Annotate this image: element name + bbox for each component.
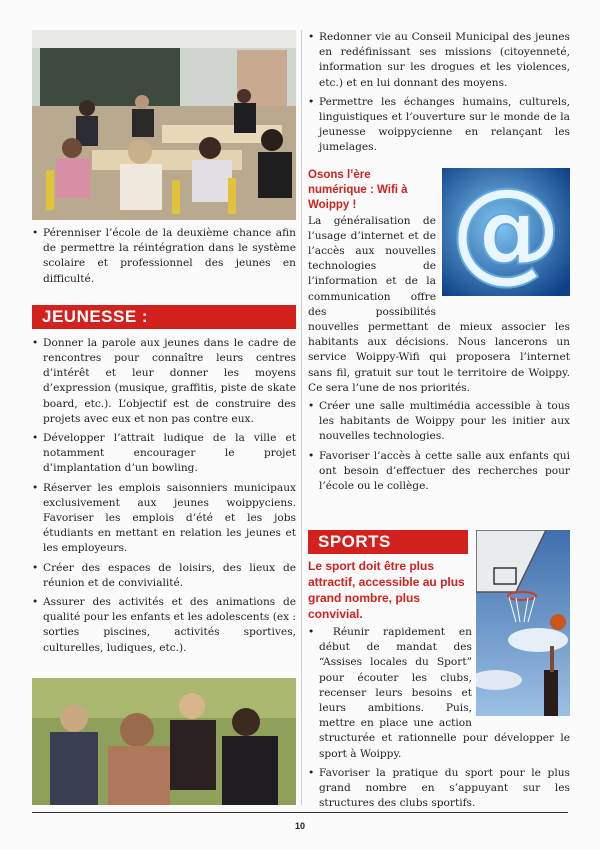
jeunesse-list	[32, 336, 296, 656]
left-column	[32, 30, 296, 660]
sports-section	[308, 530, 570, 815]
footer-rule	[32, 812, 568, 813]
sports-subtitle: Le sport doit être plus attractif, accessible au plus grand nombre, plus convivial.	[308, 559, 465, 621]
at-sign-image	[442, 168, 570, 296]
column-divider	[301, 30, 302, 805]
list-item: • Développer l’attrait ludique de la ville et notamment encourager le projet d’implantation d’un bowling.	[32, 431, 296, 477]
list-item: • Permettre les échanges humains, culturels, linguistiques et l’ouverture sur le monde de la jeunesse woippycienne en relançant les jumelages.	[308, 95, 570, 156]
list-item: • Créer des espaces de loisirs, des lieux de réunion et de convivialité.	[32, 561, 296, 591]
jeunesse-heading: JEUNESSE :	[32, 305, 296, 329]
sports-bullet-text: Réunir rapidement en début de mandat des “Assises locales du Sport” pour écouter les clubs, recenser leurs besoins et leurs ambitions. Puis, mettre en place une action structurée et rationnelle pour développer le sport à Woippy.	[319, 626, 570, 760]
classroom-photo	[32, 30, 296, 220]
youth-group-photo	[32, 678, 296, 805]
page-number: 10	[294, 821, 305, 831]
sports-heading: SPORTS	[308, 530, 468, 554]
list-item: • Réserver les emplois saisonniers municipaux exclusivement aux jeunes woippyciens. Favoriser les emplois d’été et les jobs étudiants en mettant en relation les jeunes et les employeurs.	[32, 481, 296, 557]
list-item: • Favoriser la pratique du sport pour le plus grand nombre en s’appuyant sur les structures des clubs sportifs.	[308, 766, 570, 812]
intro-bullet: • Pérenniser l’école de la deuxième chance afin de permettre la réintégration dans le système scolaire et professionnel des jeunes en difficulté.	[32, 226, 296, 287]
svg-text:@: @	[450, 167, 562, 295]
list-item: • Redonner vie au Conseil Municipal des jeunes en redéfinissant ses missions (citoyenneté, information sur les drogues et les violences, etc.) et en lui donnant des moyens.	[308, 30, 570, 91]
basketball-photo	[476, 530, 570, 716]
list-item: • Assurer des activités et des animations de qualité pour les enfants et les adolescents (ex : sorties piscines, activités sportives, culturelles, ludiques, etc.).	[32, 595, 296, 656]
basketball-hoop-icon	[476, 530, 570, 716]
at-sign-icon	[442, 168, 570, 296]
list-item: • Favoriser l’accès à cette salle aux enfants qui ont besoin d’effectuer des recherches pour l’école ou le collège.	[308, 449, 570, 495]
right-column	[308, 30, 570, 810]
numerique-text: La généralisation de l’usage d’internet et de l’accès aux nouvelles technologies de l’information et de la communication offre des possibilités nouvelles permettant de mieux associer les habitants aux décisions. Nous lancerons un service Woippy-Wifi qui proposera l’internet sans fil, gratuit sur tout le territoire de Woippy. Ce sera l’une de nos priorités.	[308, 214, 570, 394]
list-item: • Donner la parole aux jeunes dans le cadre de rencontres pour connaître leurs centres d’intérêt et leur donner les moyens d’expression (musique, graffitis, piste de skate board, etc.). L’objectif est de construire des projets avec eux et non pas contre eux.	[32, 336, 296, 427]
numerique-section	[308, 168, 570, 495]
numerique-heading: Osons l’ère numérique : Wifi à Woippy !	[308, 168, 408, 211]
list-item: • Créer une salle multimédia accessible à tous les habitants de Woippy pour les initier aux nouvelles technologies.	[308, 399, 570, 445]
